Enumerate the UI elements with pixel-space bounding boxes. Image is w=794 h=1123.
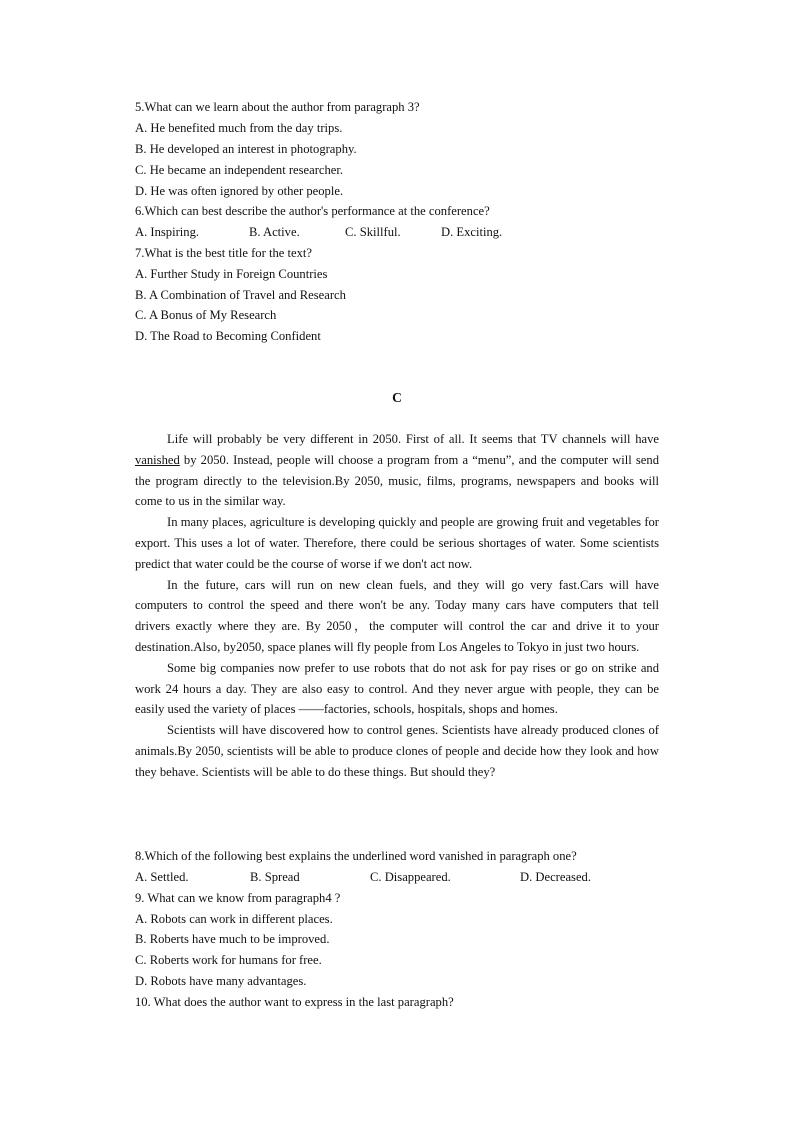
question-5-option-b: B. He developed an interest in photography. xyxy=(135,142,357,156)
question-10-stem: 10. What does the author want to express in the last paragraph? xyxy=(135,995,454,1009)
passage-paragraph-4: Some big companies now prefer to use robots that do not ask for pay rises or go on strike and work 24 hours a day. They are also easy to control. And they never argue with people, they can be easily used the variety of places ——factories, schools, hospitals, shops and homes. xyxy=(135,660,659,717)
question-6-option-d: D. Exciting. xyxy=(441,225,503,239)
passage-paragraph-1 xyxy=(135,429,659,512)
passage-paragraph-1-part-1: Life will probably be very different in 2050. First of all. It seems that TV channels will have xyxy=(167,432,659,446)
question-5-option-c: C. He became an independent researcher. xyxy=(135,163,344,177)
question-8-option-d: D. Decreased. xyxy=(520,870,591,884)
question-7-option-d: D. The Road to Becoming Confident xyxy=(135,329,321,343)
question-8-option-a: A. Settled. xyxy=(135,870,189,884)
passage-paragraph-5: Scientists will have discovered how to control genes. Scientists have already produced clones of animals.By 2050, scientists will be able to produce clones of people and decide how they look and how they behave. Scientists will be able to do these things. But should they? xyxy=(135,723,659,779)
question-8-stem: 8.Which of the following best explains the underlined word vanished in paragraph one? xyxy=(135,849,577,863)
question-7-option-a: A. Further Study in Foreign Countries xyxy=(135,267,328,281)
question-9-option-d: D. Robots have many advantages. xyxy=(135,974,307,988)
question-9-option-a: A. Robots can work in different places. xyxy=(135,912,333,926)
question-8-option-c: C. Disappeared. xyxy=(370,870,451,884)
question-9-option-b: B. Roberts have much to be improved. xyxy=(135,932,330,946)
question-8-options xyxy=(135,867,660,888)
question-6-options xyxy=(135,222,660,243)
underlined-word: vanished xyxy=(135,452,180,467)
passage-paragraph-2: In many places, agriculture is developing quickly and people are growing fruit and vegetables for export. This uses a lot of water. Therefore, there could be serious shortages of water. Some scientists predict that water could be the course of worse if we don't act now. xyxy=(135,515,659,571)
question-8-option-b: B. Spread xyxy=(250,870,300,884)
passage-paragraph-1-part-2: by 2050. Instead, people will choose a program from a “menu”, and the computer will send the program directly to the television.By 2050, music, films, programs, newspapers and books will come to us in the similar way. xyxy=(135,452,659,509)
question-9-stem: 9. What can we know from paragraph4 ? xyxy=(135,891,341,905)
question-6-stem: 6.Which can best describe the author's performance at the conference? xyxy=(135,204,490,218)
question-6-option-c: C. Skillful. xyxy=(345,225,401,239)
question-6-option-a: A. Inspiring. xyxy=(135,225,200,239)
question-5-option-a: A. He benefited much from the day trips. xyxy=(135,121,343,135)
question-9-option-c: C. Roberts work for humans for free. xyxy=(135,953,322,967)
question-7-stem: 7.What is the best title for the text? xyxy=(135,246,312,260)
question-5-option-d: D. He was often ignored by other people. xyxy=(135,184,344,198)
question-7-option-c: C. A Bonus of My Research xyxy=(135,308,277,322)
question-6-option-b: B. Active. xyxy=(249,225,300,239)
section-heading: C xyxy=(392,390,402,405)
question-5-stem: 5.What can we learn about the author from paragraph 3? xyxy=(135,100,420,114)
question-7-option-b: B. A Combination of Travel and Research xyxy=(135,288,346,302)
reading-passage xyxy=(135,429,659,783)
passage-paragraph-3: In the future, cars will run on new clean fuels, and they will go very fast.Cars will have computers to control the speed and there won't be any. Today many cars have computers that tell drivers exactly where they are. By 2050，the computer will control the car and drive it to your destination.Also, by2050, space planes will fly people from Los Angeles to Tokyo in just two hours. xyxy=(135,577,659,654)
